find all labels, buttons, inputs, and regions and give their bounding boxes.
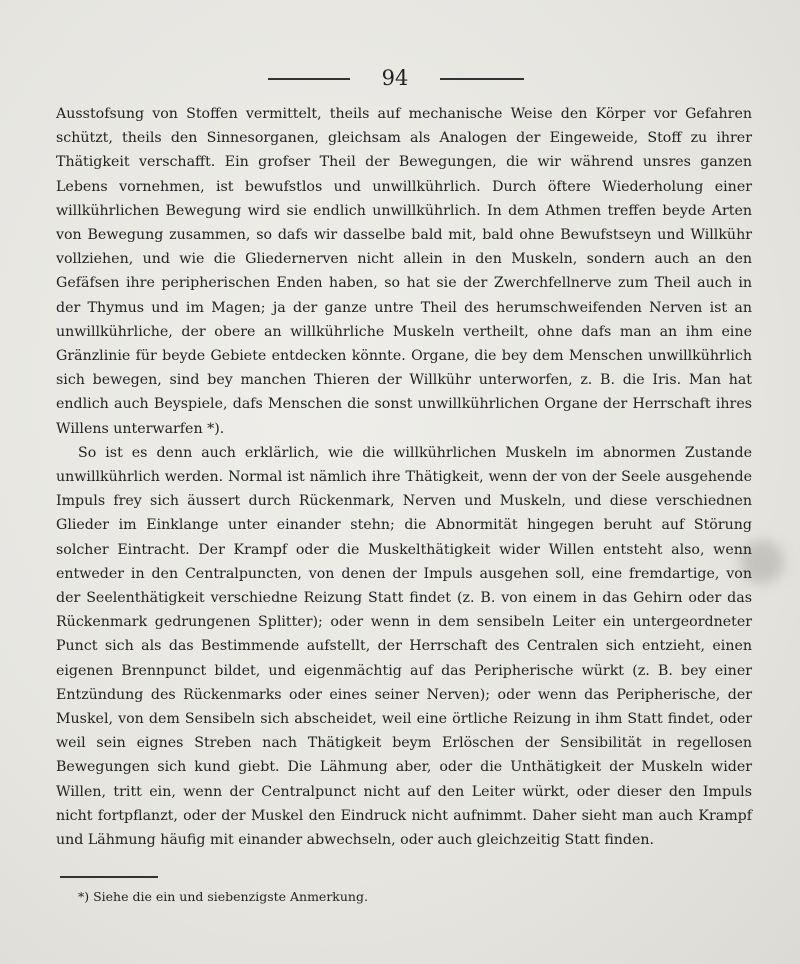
footnote-rule [60, 876, 158, 878]
footnote: *) Siehe die ein und siebenzigste Anmerkung. [78, 889, 368, 904]
body-text [56, 102, 752, 852]
paragraph-1: Ausstofsung von Stoffen vermittelt, theils auf mechanische Weise den Körper vor Gefahren schützt, theils den Sinnesorganen, gleichsam als Analogen der Eingeweide, Stoff zu ihrer Thätigkeit verschafft. Ein grofser Theil der Bewegungen, die wir während unsres ganzen Lebens vornehmen, ist bewufstlos und unwillkührlich. Durch öftere Wiederholung einer willkührlichen Bewegung wird sie endlich unwillkührlich. In dem Athmen treffen beyde Arten von Bewegung zusammen, so dafs wir dasselbe bald mit, bald ohne Bewufstseyn und Willkühr vollziehen, und wie die Gliedernerven nicht allein in den Muskeln, sondern auch an den Gefäfsen ihre peripherischen Enden haben, so hat sie der Zwerchfellnerve zum Theil auch in der Thymus und im Magen; ja der ganze untre Theil des herumschweifenden Nerven ist an unwillkührliche, der obere an willkührliche Muskeln vertheilt, ohne dafs man an ihm eine Gränzlinie für beyde Gebiete entdecken könnte. Organe, die bey dem Menschen unwillkührlich sich bewegen, sind bey manchen Thieren der Willkühr unterworfen, z. B. die Iris. Man hat endlich auch Beyspiele, dafs Menschen die sonst unwillkührlichen Organe der Herrschaft ihres Willens unterwarfen *). [56, 106, 752, 437]
page-number: 94 [381, 66, 409, 90]
header-rule-left [268, 78, 350, 80]
header-rule-right [440, 78, 524, 80]
paragraph-2: So ist es denn auch erklärlich, wie die willkührlichen Muskeln im abnormen Zustande unwillkührlich werden. Normal ist nämlich ihre Thätigkeit, wenn der von der Seele ausgehende Impuls frey sich äussert durch Rückenmark, Nerven und Muskeln, und diese verschiednen Glieder im Einklange unter einander stehn; die Abnormität hingegen beruht auf Störung solcher Eintracht. Der Krampf oder die Muskelthätigkeit wider Willen entsteht also, wenn entweder in den Centralpuncten, von denen der Impuls ausgehen soll, eine fremdartige, von der Seelenthätigkeit verschiedne Reizung Statt findet (z. B. von einem in das Gehirn oder das Rückenmark gedrungenen Splitter); oder wenn in dem sensibeln Leiter ein untergeordneter Punct sich als das Bestimmende aufstellt, der Herrschaft des Centralen sich entzieht, einen eigenen Brennpunct bildet, und eigenmächtig auf das Peripherische würkt (z. B. bey einer Entzündung des Rückenmarks oder eines seiner Nerven); oder wenn das Peripherische, der Muskel, von dem Sensibeln sich abscheidet, weil eine örtliche Reizung in ihm Statt findet, oder weil sein eignes Streben nach Thätigkeit beym Erlöschen der Sensibilität in regellosen Bewegungen sich kund giebt. Die Lähmung aber, oder die Unthätigkeit der Muskeln wider Willen, tritt ein, wenn der Centralpunct nicht auf den Leiter würkt, oder dieser den Impuls nicht fortpflanzt, oder der Muskel den Eindruck nicht aufnimmt. Daher sieht man auch Krampf und Lähmung häufig mit einander abwechseln, oder auch gleichzeitig Statt finden. [56, 444, 752, 849]
page-header [0, 64, 800, 94]
